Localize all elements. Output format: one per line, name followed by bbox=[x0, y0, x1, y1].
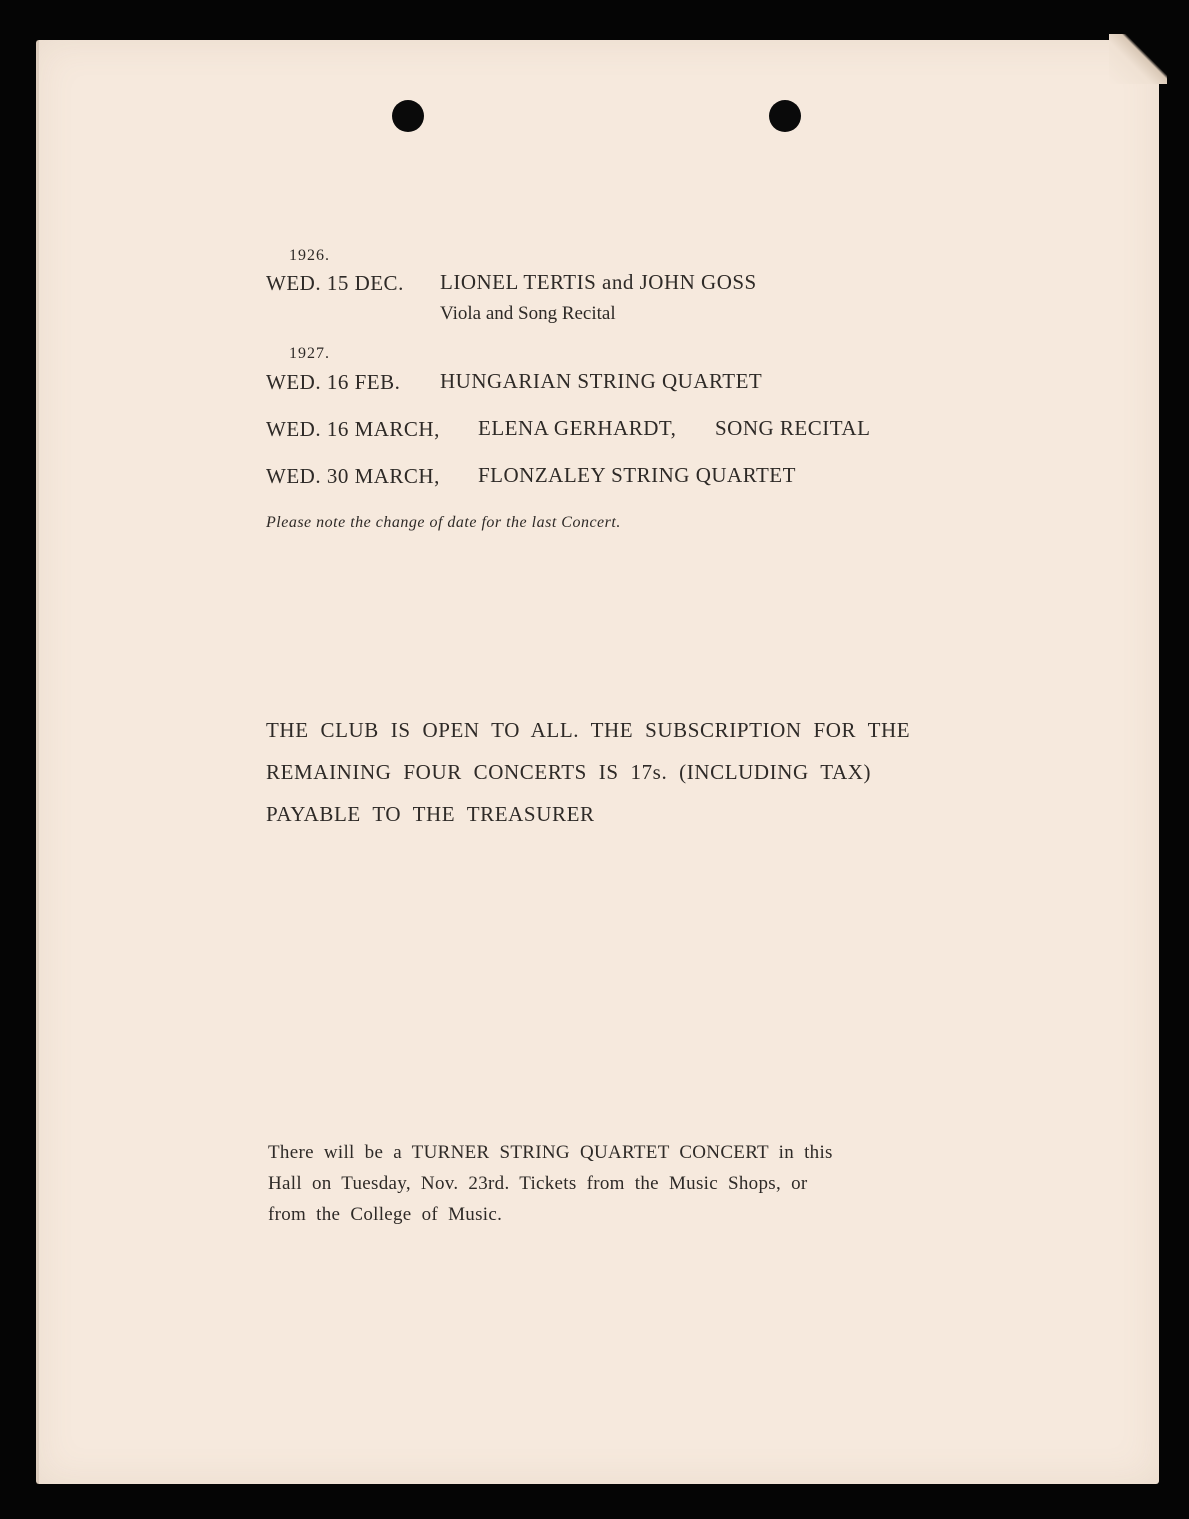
club-notice-line1: THE CLUB IS OPEN TO ALL. THE SUBSCRIPTION FOR THE bbox=[266, 718, 911, 742]
turner-notice-line2: Hall on Tuesday, Nov. 23rd. Tickets from the Music Shops, or bbox=[268, 1173, 808, 1194]
punch-hole-left bbox=[392, 100, 424, 132]
event1-subtitle: Viola and Song Recital bbox=[440, 303, 616, 324]
event4-date: WED. 30 MARCH, bbox=[266, 464, 440, 488]
event3-detail: SONG RECITAL bbox=[715, 416, 871, 440]
year-1927: 1927. bbox=[289, 345, 330, 362]
curled-corner bbox=[1109, 34, 1167, 84]
year-1926: 1926. bbox=[289, 247, 330, 264]
event2-performers: HUNGARIAN STRING QUARTET bbox=[440, 369, 763, 393]
event4-performers: FLONZALEY STRING QUARTET bbox=[478, 463, 796, 487]
event3-performers: ELENA GERHARDT, bbox=[478, 416, 677, 440]
event2-date: WED. 16 FEB. bbox=[266, 370, 401, 394]
event1-performers: LIONEL TERTIS and JOHN GOSS bbox=[440, 270, 757, 294]
page-edge bbox=[36, 40, 39, 1484]
club-notice-line2: REMAINING FOUR CONCERTS IS 17s. (INCLUDING TAX) bbox=[266, 760, 872, 784]
turner-notice-line3: from the College of Music. bbox=[268, 1204, 503, 1225]
club-notice-line3: PAYABLE TO THE TREASURER bbox=[266, 802, 595, 826]
punch-hole-right bbox=[769, 100, 801, 132]
date-change-note: Please note the change of date for the last Concert. bbox=[266, 514, 621, 531]
turner-notice-line1: There will be a TURNER STRING QUARTET CONCERT in this bbox=[268, 1142, 833, 1163]
event3-date: WED. 16 MARCH, bbox=[266, 417, 440, 441]
event1-date: WED. 15 DEC. bbox=[266, 271, 404, 295]
